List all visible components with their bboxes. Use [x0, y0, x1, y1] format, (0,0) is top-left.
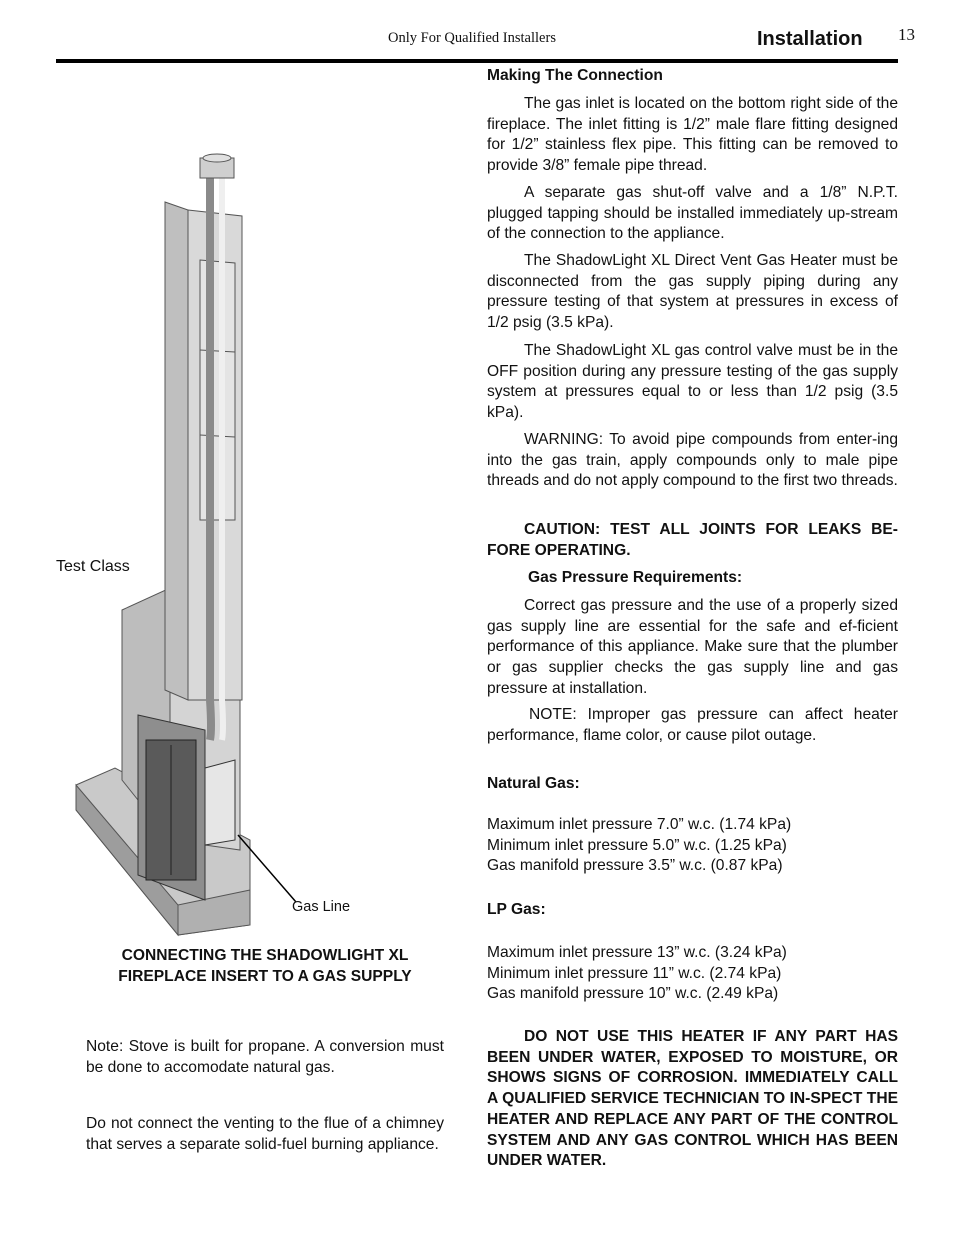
para-caution: [487, 520, 898, 561]
natural-gas-manifold: Gas manifold pressure 3.5” w.c. (0.87 kPa): [487, 857, 783, 875]
figure-caption: [80, 945, 450, 987]
figure-label-gas-line: Gas Line: [292, 899, 351, 915]
natural-gas-max: Maximum inlet pressure 7.0” w.c. (1.74 kPa): [487, 816, 792, 833]
natural-gas-values: [487, 815, 898, 877]
lp-gas-values: [487, 943, 898, 1005]
figure-caption-line2: FIREPLACE INSERT TO A GAS SUPPLY: [118, 968, 412, 985]
section-title: Installation: [757, 28, 863, 50]
gas-pressure-paragraph: Correct gas pressure and the use of a properly sized gas supply line are essential for the safe and ef-ficient performance of this appliance. Make sure that the plumber or gas supplier checks the gas supply line and gas pressure at installation.: [487, 597, 898, 697]
para-disconnect: [487, 251, 898, 334]
propane-conversion-note: Note: Stove is built for propane. A conversion must be done to accomodate natural gas.: [86, 1038, 444, 1076]
making-connection-heading: Making The Connection: [487, 67, 663, 84]
caution-paragraph: CAUTION: TEST ALL JOINTS FOR LEAKS BE-FORE OPERATING.: [487, 521, 898, 559]
para-note: [487, 705, 898, 746]
header-rule: [56, 59, 898, 63]
natural-gas-section: [487, 774, 898, 795]
para-gas-inlet: [487, 94, 898, 177]
para-shutoff-valve: [487, 183, 898, 245]
heading-making-connection: [487, 66, 898, 87]
heading-gas-pressure: [528, 568, 898, 589]
warning-paragraph: WARNING: To avoid pipe compounds from enter-ing into the gas train, apply compounds only to male pipe threads and do not apply compound to the first two threads.: [487, 431, 898, 490]
final-warning: [487, 1027, 898, 1172]
lp-gas-manifold: Gas manifold pressure 10” w.c. (2.49 kPa): [487, 985, 779, 1003]
fireplace-chimney-illustration: [60, 140, 400, 940]
gas-inlet-paragraph: The gas inlet is located on the bottom right side of the fireplace. The inlet fitting is 1/2” male flare fitting designed for 1/2” stainless flex pipe. This fitting can be removed to provide 3/8” female pipe thread.: [487, 95, 898, 175]
para-control-valve: [487, 341, 898, 424]
para-warning: [487, 430, 898, 492]
disconnect-paragraph: The ShadowLight XL Direct Vent Gas Heater must be disconnected from the gas supply piping during any pressure testing of that system at pressures in excess of 1/2 psig (3.5 kPa).: [487, 252, 898, 332]
gas-pressure-heading: Gas Pressure Requirements:: [528, 569, 743, 586]
pressure-note-paragraph: NOTE: Improper gas pressure can affect heater performance, flame color, or cause pilot outage.: [487, 706, 898, 744]
lp-gas-section: [487, 900, 898, 921]
water-damage-warning: DO NOT USE THIS HEATER IF ANY PART HAS BEEN UNDER WATER, EXPOSED TO MOISTURE, OR SHOWS SIGNS OF CORROSION. IMMEDIATELY CALL A QUALIFIED SERVICE TECHNICIAN TO IN-SPECT THE HEATER AND REPLACE ANY PART OF THE CONTROL SYSTEM AND ANY GAS CONTROL WHICH HAS BEEN UNDER WATER.: [487, 1028, 898, 1170]
control-valve-paragraph: The ShadowLight XL gas control valve must be in the OFF position during any pressure testing of the gas supply system at pressures equal to or less than 1/2 psig (3.5 kPa).: [487, 342, 898, 422]
venting-note: Do not connect the venting to the flue of a chimney that serves a separate solid-fuel burning appliance.: [86, 1115, 444, 1153]
natural-gas-min: Minimum inlet pressure 5.0” w.c. (1.25 kPa): [487, 836, 787, 854]
lp-gas-heading: LP Gas:: [487, 901, 546, 918]
figure-caption-line1: CONNECTING THE SHADOWLIGHT XL: [121, 947, 409, 964]
natural-gas-heading: Natural Gas:: [487, 775, 580, 792]
para-gas-pressure: [487, 596, 898, 700]
header-subtitle: Only For Qualified Installers: [388, 30, 556, 46]
shutoff-valve-paragraph: A separate gas shut-off valve and a 1/8” N.P.T. plugged tapping should be installed immediately up-stream of the connection to the appliance.: [487, 184, 898, 243]
page-number: 13: [898, 25, 915, 44]
lp-gas-min: Minimum inlet pressure 11” w.c. (2.74 kPa): [487, 964, 782, 982]
lp-gas-max: Maximum inlet pressure 13” w.c. (3.24 kPa): [487, 944, 787, 961]
figure-label-test-class: Test Class: [56, 558, 130, 575]
